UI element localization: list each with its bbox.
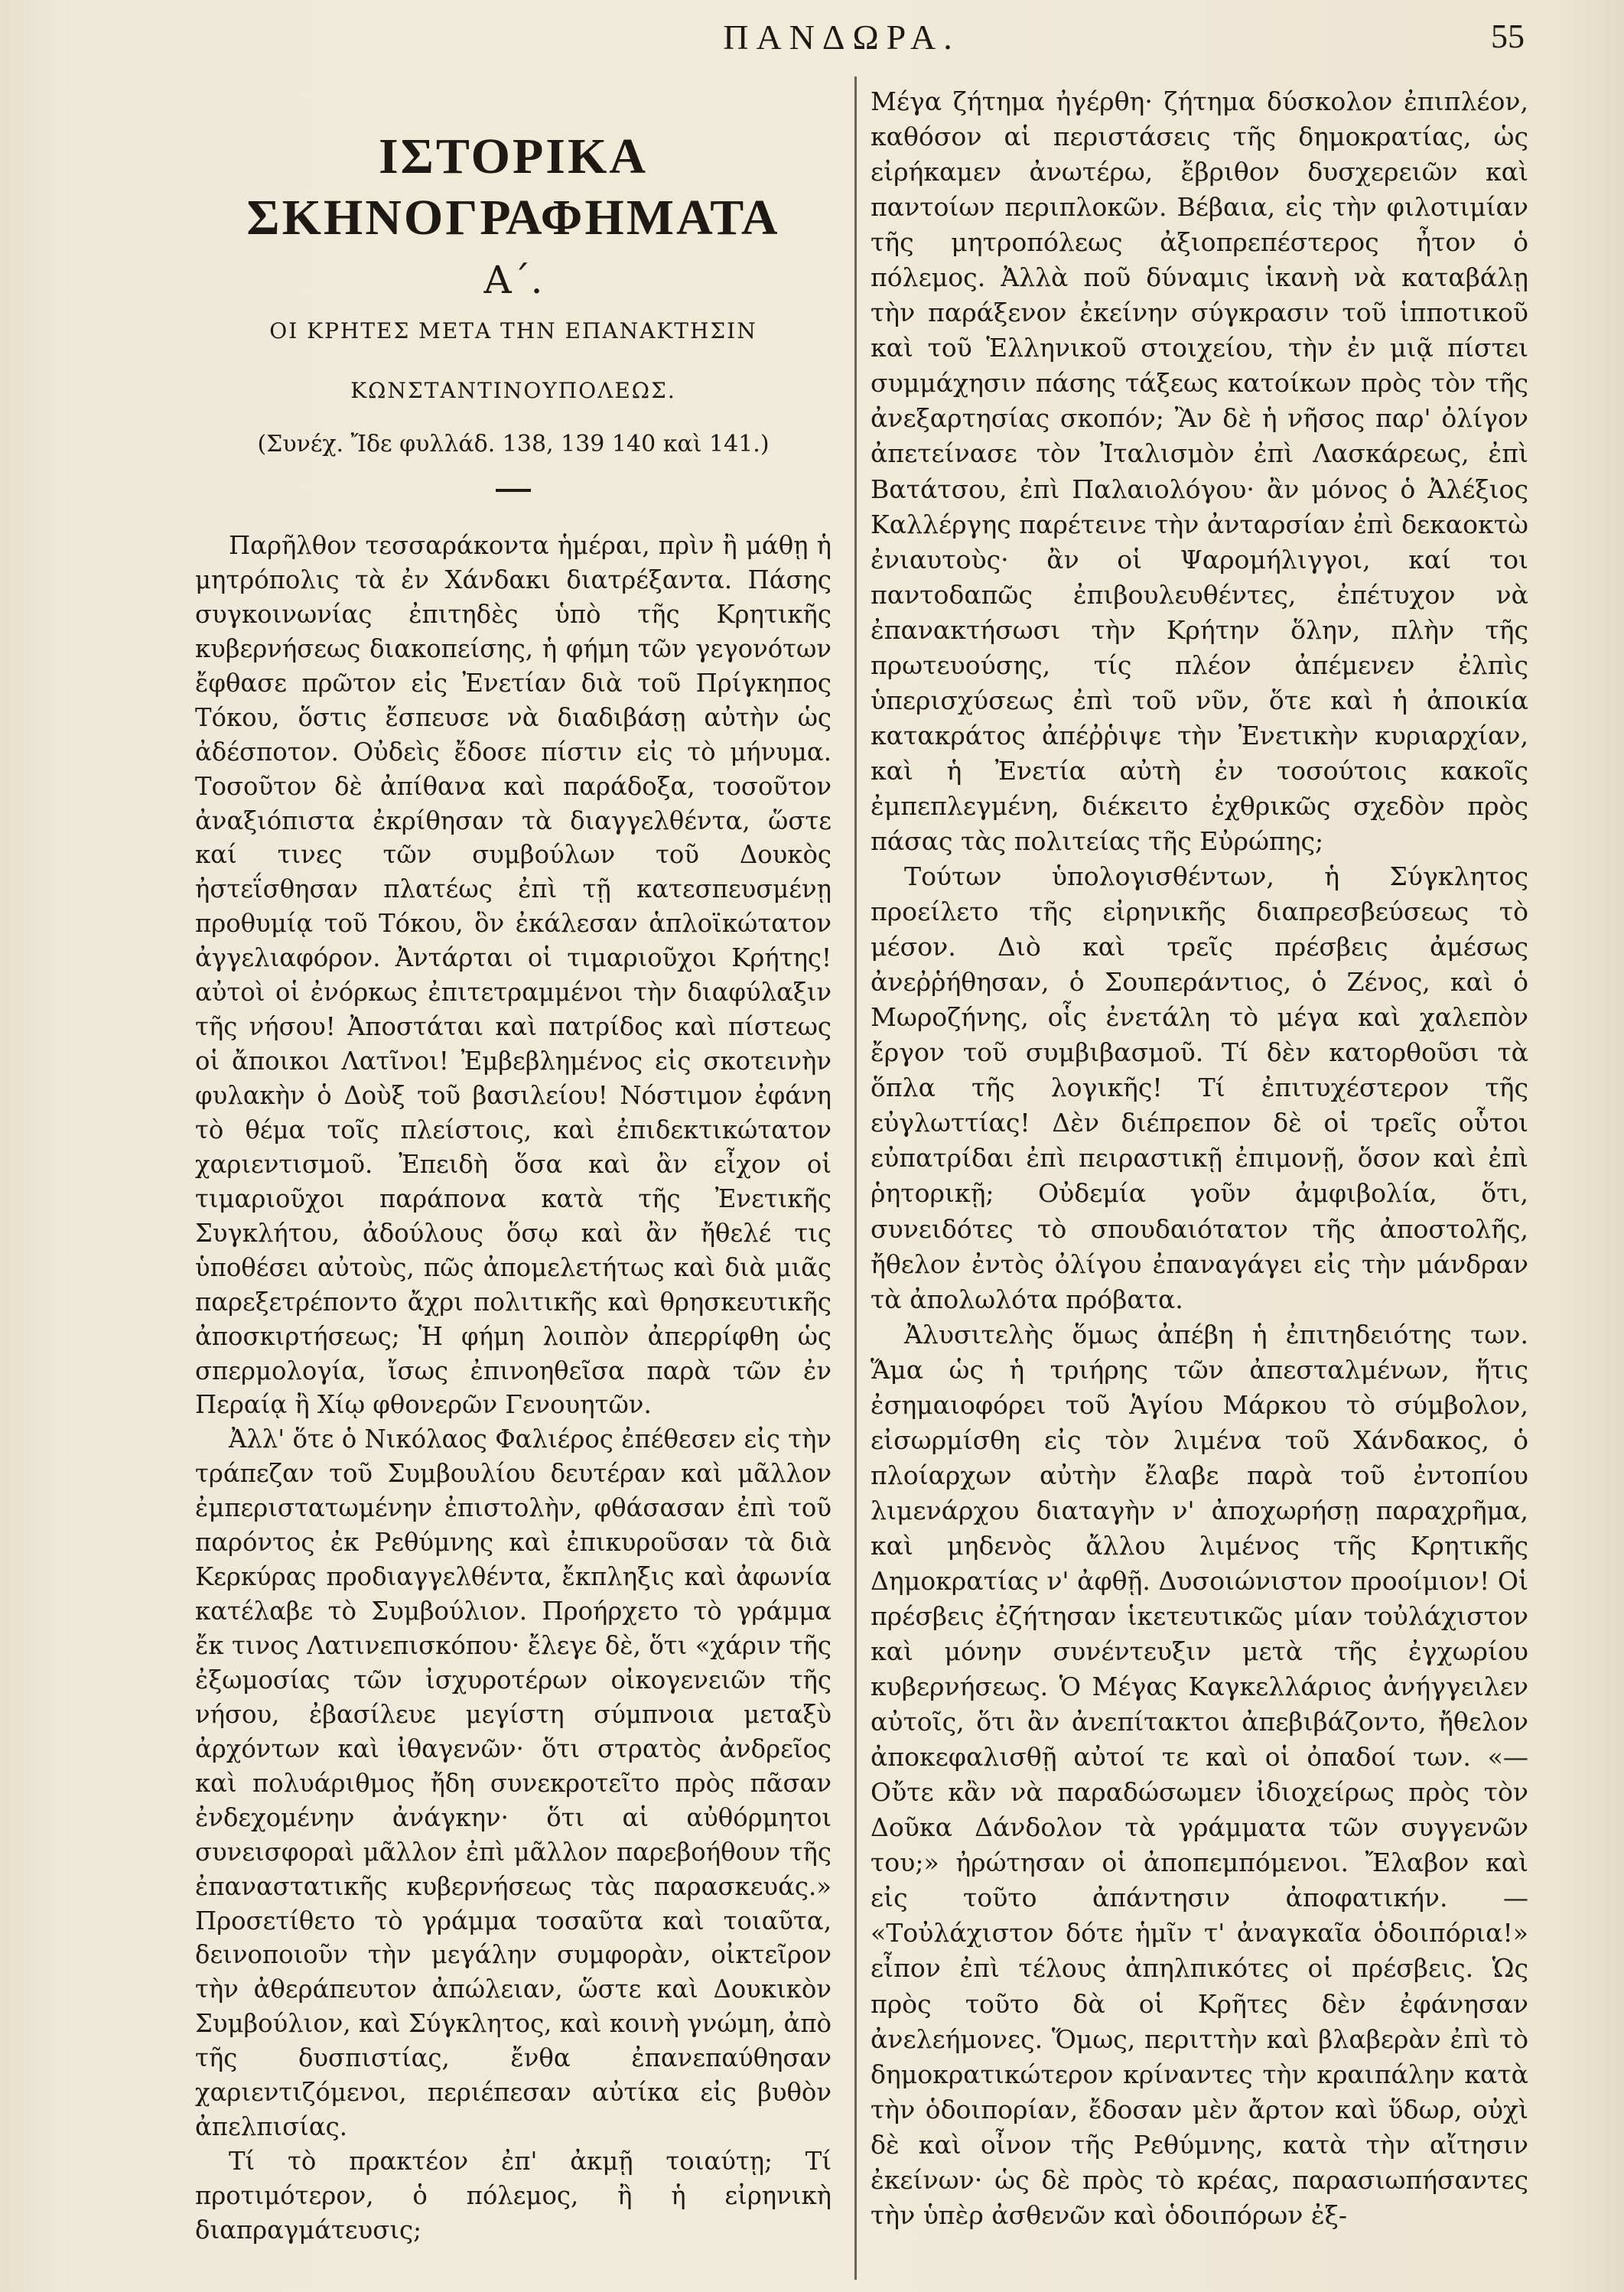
running-title: ΠΑΝΔΩΡΑ. — [723, 18, 960, 57]
page-number: 55 — [1491, 18, 1525, 55]
heading-rule — [496, 489, 531, 492]
right-paragraph-2: Τούτων ὑπολογισθέντων, ἡ Σύγκλητος προείλετο τῆς εἰρηνικῆς διαπρεσβεύσεως τὸ μέσον. Διὸ καὶ τρεῖς πρέσβεις ἀμέσως ἀνεῤῥήθησαν, ὁ Σουπεράντιος, ὁ Ζένος, καὶ ὁ Μωροζήνης, οἷς ἐνετάλη τὸ μέγα καὶ χαλεπὸν ἔργον τοῦ συμβιβασμοῦ. Τί δὲν κατορθοῦσι τὰ ὅπλα τῆς λογικῆς! Τί ἐπιτυχέστερον τῆς εὐγλωττίας! Δὲν διέπρεπον δὲ οἱ τρεῖς οὗτοι εὐπατρίδαι ἐπὶ πειραστικῇ ἐπιμονῇ, ὅσον καὶ ἐπὶ ῥητορικῇ; Οὐδεμία γοῦν ἀμφιβολία, ὅτι, συνειδότες τὸ σπουδαιότατον τῆς ἀποστολῆς, ἤθελον ἐντὸς ὀλίγου ἐπαναγάγει εἰς τὴν μάνδραν τὰ ἀπολωλότα πρόβατα. — [871, 861, 1528, 1314]
left-paragraph-3: Τί τὸ πρακτέον ἐπ' ἀκμῇ τοιαύτῃ; Τί προτιμότερον, ὁ πόλεμος, ἢ ἡ εἰρηνικὴ διαπραγμάτευσις; — [195, 2147, 832, 2245]
right-paragraph-1: Μέγα ζήτημα ἠγέρθη· ζήτημα δύσκολον ἐπιπλέον, καθόσον αἱ περιστάσεις τῆς δημοκρατίας, ὡς εἰρήκαμεν ἀνωτέρω, ἔβριθον δυσχερειῶν καὶ παντοίων περιπλοκῶν. Βέβαια, εἰς τὴν φιλοτιμίαν τῆς μητροπόλεως ἀξιοπρεπέστερος ἦτον ὁ πόλεμος. Ἀλλὰ ποῦ δύναμις ἱκανὴ νὰ καταβάλῃ τὴν παράξενον ἐκείνην σύγκρασιν τοῦ ἱπποτικοῦ καὶ τοῦ Ἑλληνικοῦ στοιχείου, τὴν ἐν μιᾷ πίστει συμμάχησιν πάσης τάξεως κατοίκων πρὸς τὸν τῆς ἀνεξαρτησίας σκοπόν; Ἂν δὲ ἡ νῆσος παρ' ὀλίγον ἀπετείνασε τὸν Ἰταλισμὸν ἐπὶ Λασκάρεως, ἐπὶ Βατάτσου, ἐπὶ Παλαιολόγου· ἂν μόνος ὁ Ἀλέξιος Καλλέργης παρέτεινε τὴν ἀνταρσίαν ἐπὶ δεκαοκτὼ ἐνιαυτοὺς· ἂν οἱ Ψαρομήλιγγοι, καί τοι παντοδαπῶς ἐπιβουλευθέντες, ἐπέτυχον νὰ ἐπανακτήσωσι τὴν Κρήτην ὅλην, πλὴν τῆς πρωτευούσης, τίς πλέον ἀπέμενεν ἐλπὶς ὑπερισχύσεως ἐπὶ τοῦ νῦν, ὅτε καὶ ἡ ἀποικία κατακράτος ἀπέῤῥιψε τὴν Ἐνετικὴν κυριαρχίαν, καὶ ἡ Ἐνετία αὐτὴ ἐν τοσούτοις κακοῖς ἐμπεπλεγμένη, διέκειτο ἐχθρικῶς σχεδὸν πρὸς πάσας τὰς πολιτείας τῆς Εὐρώπης; — [871, 86, 1528, 856]
continuation-note: (Συνέχ. Ἴδε φυλλάδ. 138, 139 140 καὶ 141.) — [257, 431, 770, 457]
article-heading — [195, 126, 832, 492]
left-column — [195, 84, 832, 2248]
article-part-number: Α΄. — [483, 258, 543, 302]
right-column — [871, 84, 1528, 2233]
article-title: ΙΣΤΟΡΙΚΑ ΣΚΗΝΟΓΡΑΦΗΜΑΤΑ — [246, 129, 780, 246]
left-paragraph-1: Παρῆλθον τεσσαράκοντα ἡμέραι, πρὶν ἢ μάθῃ ἡ μητρόπολις τὰ ἐν Χάνδακι διατρέξαντα. Πάσης συγκοινωνίας ἐπιτηδὲς ὑπὸ τῆς Κρητικῆς κυβερνήσεως διακοπείσης, ἡ φήμη τῶν γεγονότων ἔφθασε πρῶτον εἰς Ἐνετίαν διὰ τοῦ Πρίγκηπος Τόκου, ὅστις ἔσπευσε νὰ διαδιβάσῃ αὐτὴν ὡς ἀδέσποτον. Οὐδεὶς ἔδοσε πίστιν εἰς τὸ μήνυμα. Τοσοῦτον δὲ ἀπίθανα καὶ παράδοξα, τοσοῦτον ἀναξιόπιστα ἐκρίθησαν τὰ διαγγελθέντα, ὥστε καί τινες τῶν συμβούλων τοῦ Δουκὸς ἠστεΐσθησαν πλατέως ἐπὶ τῇ κατεσπευσμένῃ προθυμίᾳ τοῦ Τόκου, ὃν ἐκάλεσαν ἁπλοϊκώτατον ἀγγελιαφόρον. Ἀντάρται οἱ τιμαριοῦχοι Κρήτης! αὐτοὶ οἱ ἐνόρκως ἐπιτετραμμένοι τὴν διαφύλαξιν τῆς νήσου! Ἀποστάται καὶ πατρίδος καὶ πίστεως οἱ ἄποικοι Λατῖνοι! Ἐμβεβλημένος εἰς σκοτεινὴν φυλακὴν ὁ Δοὺξ τοῦ βασιλείου! Νόστιμον ἐφάνη τὸ θέμα τοῖς πλείστοις, καὶ ἐπιδεκτικώτατον χαριεντισμοῦ. Ἐπειδὴ ὅσα καὶ ἂν εἶχον οἱ τιμαριοῦχοι παράπονα κατὰ τῆς Ἐνετικῆς Συγκλήτου, ἀδούλους ὅσῳ καὶ ἂν ἤθελέ τις ὑποθέσει αὐτοὺς, πῶς ἀπομελετήτως καὶ διὰ μιᾶς παρεξετρέποντο ἄχρι πολιτικῆς καὶ θρησκευτικῆς ἀποσκιρτήσεως; Ἡ φήμη λοιπὸν ἀπερρίφθη ὡς σπερμολογία, ἴσως ἐπινοηθεῖσα παρὰ τῶν ἐν Περαίᾳ ἢ Χίῳ φθονερῶν Γενουητῶν. — [195, 531, 832, 1420]
right-paragraph-3: Ἀλυσιτελὴς ὅμως ἀπέβη ἡ ἐπιτηδειότης των. Ἅμα ὡς ἡ τριήρης τῶν ἀπεσταλμένων, ἥτις ἐσημαιοφόρει τοῦ Ἁγίου Μάρκου τὸ σύμβολον, εἰσωρμίσθη εἰς τὸν λιμένα τοῦ Χάνδακος, ὁ πλοίαρχων αὐτὴν ἔλαβε παρὰ τοῦ ἐντοπίου λιμενάρχου διαταγὴν ν' ἀποχωρήσῃ παραχρῆμα, καὶ μηδενὸς ἄλλου λιμένος τῆς Κρητικῆς Δημοκρατίας ν' ἀφθῇ. Δυσοιώνιστον προοίμιον! Οἱ πρέσβεις ἐζήτησαν ἱκετευτικῶς μίαν τοὐλάχιστον καὶ μόνην συνέντευξιν μετὰ τῆς ἐγχωρίου κυβερνήσεως. Ὁ Μέγας Καγκελλάριος ἀνήγγειλεν αὐτοῖς, ὅτι ἂν ἀνεπίτακτοι ἀπεβιβάζοντο, ἤθελον ἀποκεφαλισθῇ αὐτοί τε καὶ οἱ ὀπαδοί των. «— Οὔτε κἂν νὰ παραδώσωμεν ἰδιοχείρως πρὸς τὸν Δοῦκα Δάνδολον τὰ γράμματα τῶν συγγενῶν του;» ἠρώτησαν οἱ ἀποπεμπόμενοι. Ἔλαβον καὶ εἰς τοῦτο ἀπάντησιν ἀποφατικήν. — «Τοὐλάχιστον δότε ἡμῖν τ' ἀναγκαῖα ὁδοιπόρια!» εἶπον ἐπὶ τέλους ἀπηλπικότες οἱ πρέσβεις. Ὡς πρὸς τοῦτο δὰ οἱ Κρῆτες δὲν ἐφάνησαν ἀνελεήμονες. Ὅμως, περιττὴν καὶ βλαβερὰν ἐπὶ τὸ δημοκρατικώτερον κρίναντες τὴν κραιπάλην κατὰ τὴν ὁδοιπορίαν, ἔδοσαν μὲν ἄρτον καὶ ὕδωρ, οὐχὶ δὲ καὶ οἶνον τῆς Ρεθύμνης, κατὰ τὴν αἴτησιν ἐκείνων· ὡς δὲ πρὸς τὸ κρέας, παρασιωπήσαντες τὴν ὑπὲρ ἀσθενῶν καὶ ὁδοιπόρων ἐξ- — [871, 1319, 1528, 2230]
column-rule — [854, 77, 857, 2280]
left-paragraph-2: Ἀλλ' ὅτε ὁ Νικόλαος Φαλιέρος ἐπέθεσεν εἰς τὴν τράπεζαν τοῦ Συμβουλίου δευτέραν καὶ μᾶλλον ἐμπεριστατωμένην ἐπιστολὴν, φθάσασαν ἐπὶ τοῦ παρόντος ἐκ Ρεθύμνης καὶ ἐπικυροῦσαν τὰ διὰ Κερκύρας προδιαγγελθέντα, ἔκπληξις καὶ ἀφωνία κατέλαβε τὸ Συμβούλιον. Προήρχετο τὸ γράμμα ἔκ τινος Λατινεπισκόπου· ἔλεγε δὲ, ὅτι «χάριν τῆς ἐξωμοσίας τῶν ἰσχυροτέρων οἰκογενειῶν τῆς νήσου, ἐβασίλευε μεγίστη σύμπνοια μεταξὺ ἀρχόντων καὶ ἰθαγενῶν· ὅτι στρατὸς ἀνδρεῖος καὶ πολυάριθμος ἤδη συνεκροτεῖτο πρὸς πᾶσαν ἐνδεχομένην ἀνάγκην· ὅτι αἱ αὐθόρμητοι συνεισφοραὶ μᾶλλον ἐπὶ μᾶλλον παρεβοήθουν τῆς ἐπαναστατικῆς κυβερνήσεως τὰς παρασκευάς.» Προσετίθετο τὸ γράμμα τοσαῦτα καὶ τοιαῦτα, δεινοποιοῦν τὴν μεγάλην συμφορὰν, οἰκτεῖρον τὴν ἀθεράπευτον ἀπώλειαν, ὥστε καὶ Δουκικὸν Συμβούλιον, καὶ Σύγκλητος, καὶ κοινὴ γνώμη, ἀπὸ τῆς δυσπιστίας, ἔνθα ἐπανεπαύθησαν χαριεντιζόμενοι, περιέπεσαν αὐτίκα εἰς βυθὸν ἀπελπισίας. — [195, 1424, 832, 2142]
article-subtitle-line2: ΚΩΝΣΤΑΝΤΙΝΟΥΠΟΛΕΩΣ. — [350, 378, 676, 403]
running-head — [0, 17, 1624, 70]
article-subtitle-line1: ΟΙ ΚΡΗΤΕΣ ΜΕΤΑ ΤΗΝ ΕΠΑΝΑΚΤΗΣΙΝ — [269, 318, 757, 343]
